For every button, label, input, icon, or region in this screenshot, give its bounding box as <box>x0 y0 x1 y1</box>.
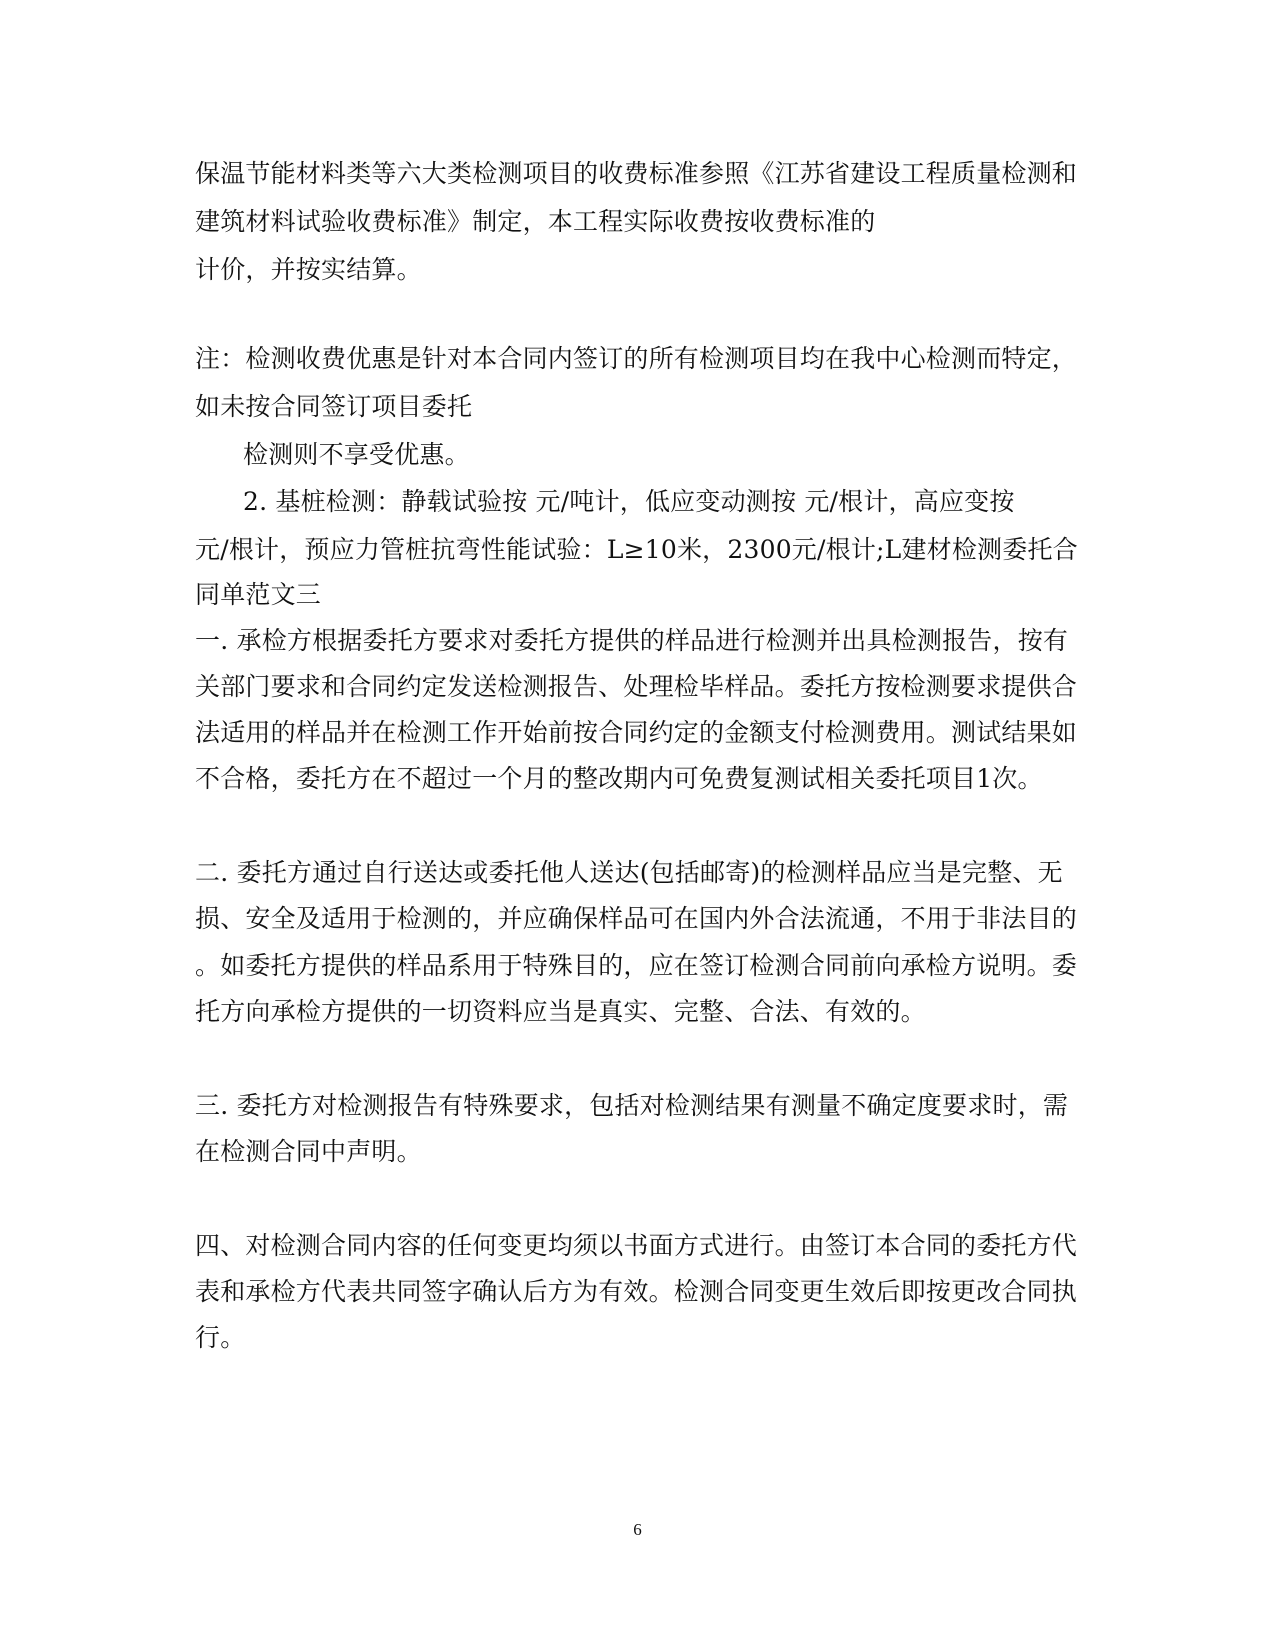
text-line: 在检测合同中声明。 <box>195 1137 422 1166</box>
text-line: 保温节能材料类等六大类检测项目的收费标准参照《江苏省建设工程质量检测和 <box>195 159 1078 188</box>
text-line: 2. 基桩检测：静载试验按 元/吨计，低应变动测按 元/根计，高应变按 <box>243 487 1015 516</box>
text-line: 如未按合同签订项目委托 <box>195 392 473 421</box>
text-line: 不合格，委托方在不超过一个月的整改期内可免费复测试相关委托项目1次。 <box>195 764 1043 793</box>
text-line: 元/根计，预应力管桩抗弯性能试验：L≥10米，2300元/根计;L建材检测委托合 <box>195 535 1078 564</box>
text-line: 注：检测收费优惠是针对本合同内签订的所有检测项目均在我中心检测而特定， <box>195 344 1078 373</box>
text-line: 二. 委托方通过自行送达或委托他人送达(包括邮寄)的检测样品应当是完整、无 <box>195 858 1063 887</box>
text-line: 行。 <box>195 1323 246 1352</box>
text-line: 四、对检测合同内容的任何变更均须以书面方式进行。由签订本合同的委托方代 <box>195 1231 1078 1260</box>
page-number: 6 <box>633 1520 642 1539</box>
text-line: 同单范文三 <box>195 580 322 609</box>
text-line: 三. 委托方对检测报告有特殊要求，包括对检测结果有测量不确定度要求时，需 <box>195 1091 1069 1120</box>
text-line: 检测则不享受优惠。 <box>243 440 470 469</box>
text-line: 。如委托方提供的样品系用于特殊目的，应在签订检测合同前向承检方说明。委 <box>195 951 1078 980</box>
text-line: 计价，并按实结算。 <box>195 255 422 284</box>
text-line: 一. 承检方根据委托方要求对委托方提供的样品进行检测并出具检测报告，按有 <box>195 626 1069 655</box>
text-line: 托方向承检方提供的一切资料应当是真实、完整、合法、有效的。 <box>195 997 926 1026</box>
text-line: 表和承检方代表共同签字确认后方为有效。检测合同变更生效后即按更改合同执 <box>195 1277 1078 1306</box>
text-line: 法适用的样品并在检测工作开始前按合同约定的金额支付检测费用。测试结果如 <box>195 718 1078 747</box>
text-line: 建筑材料试验收费标准》制定，本工程实际收费按收费标准的 <box>195 207 876 236</box>
text-line: 损、安全及适用于检测的，并应确保样品可在国内外合法流通，不用于非法目的 <box>195 904 1078 933</box>
text-line: 关部门要求和合同约定发送检测报告、处理检毕样品。委托方按检测要求提供合 <box>195 672 1078 701</box>
